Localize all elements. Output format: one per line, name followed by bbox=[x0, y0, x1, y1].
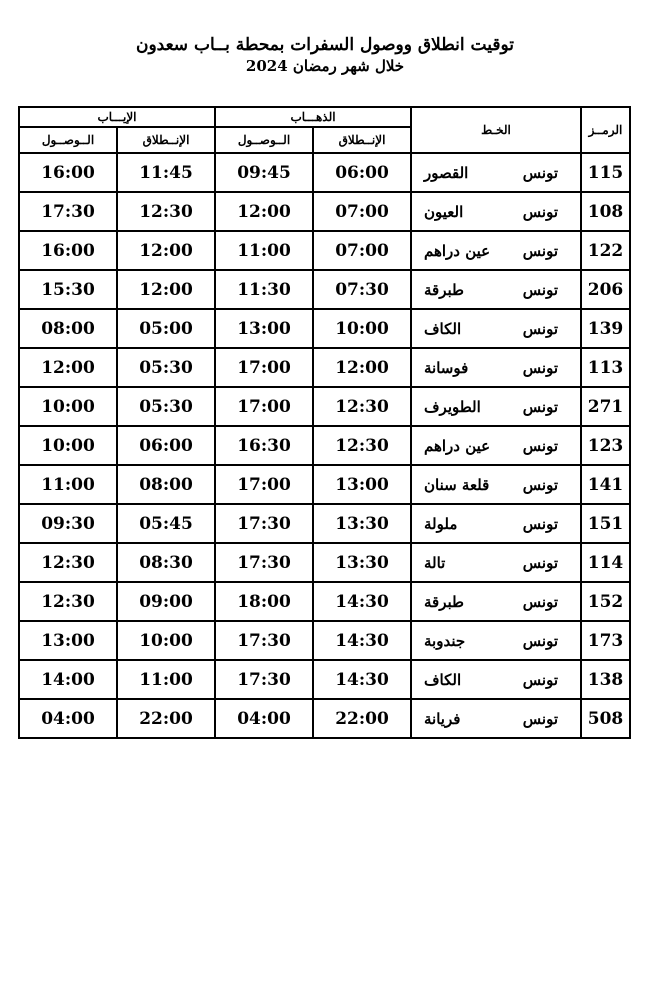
go-depart-cell: 10:00 bbox=[313, 309, 411, 348]
line-cell bbox=[411, 309, 581, 348]
go-arrive-cell: 17:00 bbox=[215, 465, 313, 504]
table-row bbox=[19, 387, 630, 426]
return-arrive-cell: 16:00 bbox=[19, 153, 117, 192]
go-arrive-cell: 12:00 bbox=[215, 192, 313, 231]
line-cell bbox=[411, 270, 581, 309]
line-origin: تونس bbox=[522, 163, 558, 182]
go-depart-cell: 07:00 bbox=[313, 231, 411, 270]
code-cell: 152 bbox=[581, 582, 630, 621]
line-route bbox=[412, 320, 580, 338]
return-arrive-cell: 08:00 bbox=[19, 309, 117, 348]
return-arrive-cell: 12:30 bbox=[19, 582, 117, 621]
table-row bbox=[19, 192, 630, 231]
table-row bbox=[19, 231, 630, 270]
header-go: الذهـــاب bbox=[215, 107, 411, 127]
line-destination: جندوبة bbox=[424, 631, 466, 650]
line-origin: تونس bbox=[522, 631, 558, 650]
return-depart-cell: 05:30 bbox=[117, 348, 215, 387]
schedule-table bbox=[18, 106, 631, 739]
line-destination: طبرقة bbox=[424, 280, 464, 299]
code-cell: 138 bbox=[581, 660, 630, 699]
line-cell bbox=[411, 621, 581, 660]
code-cell: 173 bbox=[581, 621, 630, 660]
page-subtitle: خلال شهر رمضان 2024 bbox=[245, 57, 405, 75]
return-arrive-cell: 11:00 bbox=[19, 465, 117, 504]
code-cell: 123 bbox=[581, 426, 630, 465]
return-depart-cell: 05:00 bbox=[117, 309, 215, 348]
go-depart-cell: 13:00 bbox=[313, 465, 411, 504]
line-destination: ملولة bbox=[424, 514, 458, 533]
go-arrive-cell: 11:00 bbox=[215, 231, 313, 270]
line-cell bbox=[411, 387, 581, 426]
table-row bbox=[19, 270, 630, 309]
go-depart-cell: 14:30 bbox=[313, 582, 411, 621]
header-line: الخـط bbox=[411, 107, 581, 153]
line-cell bbox=[411, 582, 581, 621]
go-arrive-cell: 11:30 bbox=[215, 270, 313, 309]
go-depart-cell: 13:30 bbox=[313, 504, 411, 543]
line-origin: تونس bbox=[522, 475, 558, 494]
return-arrive-cell: 16:00 bbox=[19, 231, 117, 270]
line-destination: طبرقة bbox=[424, 592, 464, 611]
title-block bbox=[0, 34, 650, 76]
line-route bbox=[412, 515, 580, 533]
return-arrive-cell: 14:00 bbox=[19, 660, 117, 699]
line-cell bbox=[411, 543, 581, 582]
table-row bbox=[19, 309, 630, 348]
line-cell bbox=[411, 192, 581, 231]
line-route bbox=[412, 398, 580, 416]
header-go-arrive: الــوصــول bbox=[215, 127, 313, 153]
line-route bbox=[412, 476, 580, 494]
go-depart-cell: 12:00 bbox=[313, 348, 411, 387]
header-return-depart: الإنــطلاق bbox=[117, 127, 215, 153]
go-depart-cell: 13:30 bbox=[313, 543, 411, 582]
table-row bbox=[19, 699, 630, 738]
return-depart-cell: 10:00 bbox=[117, 621, 215, 660]
line-origin: تونس bbox=[522, 202, 558, 221]
table-row bbox=[19, 504, 630, 543]
go-arrive-cell: 17:30 bbox=[215, 660, 313, 699]
line-origin: تونس bbox=[522, 553, 558, 572]
return-depart-cell: 12:00 bbox=[117, 270, 215, 309]
go-arrive-cell: 17:30 bbox=[215, 504, 313, 543]
header-group-row bbox=[19, 107, 630, 127]
return-arrive-cell: 10:00 bbox=[19, 426, 117, 465]
code-cell: 508 bbox=[581, 699, 630, 738]
code-cell: 122 bbox=[581, 231, 630, 270]
line-route bbox=[412, 671, 580, 689]
return-arrive-cell: 12:30 bbox=[19, 543, 117, 582]
return-depart-cell: 09:00 bbox=[117, 582, 215, 621]
table-row bbox=[19, 582, 630, 621]
return-arrive-cell: 17:30 bbox=[19, 192, 117, 231]
line-destination: العيون bbox=[424, 202, 464, 221]
line-origin: تونس bbox=[522, 358, 558, 377]
go-arrive-cell: 18:00 bbox=[215, 582, 313, 621]
line-destination: الكاف bbox=[424, 670, 462, 689]
line-route bbox=[412, 710, 580, 728]
line-destination: قلعة سنان bbox=[424, 475, 490, 494]
return-arrive-cell: 15:30 bbox=[19, 270, 117, 309]
line-route bbox=[412, 359, 580, 377]
return-depart-cell: 12:00 bbox=[117, 231, 215, 270]
go-depart-cell: 12:30 bbox=[313, 387, 411, 426]
table-row bbox=[19, 153, 630, 192]
line-destination: فريانة bbox=[424, 709, 461, 728]
code-cell: 113 bbox=[581, 348, 630, 387]
line-route bbox=[412, 554, 580, 572]
code-cell: 115 bbox=[581, 153, 630, 192]
code-cell: 114 bbox=[581, 543, 630, 582]
return-arrive-cell: 10:00 bbox=[19, 387, 117, 426]
line-route bbox=[412, 164, 580, 182]
go-depart-cell: 14:30 bbox=[313, 621, 411, 660]
line-destination: تالة bbox=[424, 553, 446, 572]
table-row bbox=[19, 660, 630, 699]
line-cell bbox=[411, 348, 581, 387]
line-route bbox=[412, 593, 580, 611]
line-origin: تونس bbox=[522, 592, 558, 611]
return-depart-cell: 11:45 bbox=[117, 153, 215, 192]
return-depart-cell: 05:30 bbox=[117, 387, 215, 426]
line-destination: الطويرف bbox=[424, 397, 481, 416]
line-cell bbox=[411, 153, 581, 192]
return-depart-cell: 08:00 bbox=[117, 465, 215, 504]
go-depart-cell: 12:30 bbox=[313, 426, 411, 465]
header-return-arrive: الــوصــول bbox=[19, 127, 117, 153]
code-cell: 141 bbox=[581, 465, 630, 504]
code-cell: 108 bbox=[581, 192, 630, 231]
line-destination: فوسانة bbox=[424, 358, 469, 377]
return-arrive-cell: 12:00 bbox=[19, 348, 117, 387]
go-arrive-cell: 09:45 bbox=[215, 153, 313, 192]
line-cell bbox=[411, 660, 581, 699]
return-depart-cell: 06:00 bbox=[117, 426, 215, 465]
header-code: الرمــز bbox=[581, 107, 630, 153]
line-cell bbox=[411, 699, 581, 738]
go-arrive-cell: 16:30 bbox=[215, 426, 313, 465]
table-row bbox=[19, 426, 630, 465]
table-row bbox=[19, 348, 630, 387]
return-arrive-cell: 13:00 bbox=[19, 621, 117, 660]
line-origin: تونس bbox=[522, 436, 558, 455]
line-cell bbox=[411, 231, 581, 270]
go-arrive-cell: 17:30 bbox=[215, 543, 313, 582]
go-depart-cell: 14:30 bbox=[313, 660, 411, 699]
table-row bbox=[19, 543, 630, 582]
line-route bbox=[412, 203, 580, 221]
page-title: توقيت انطلاق ووصول السفرات بمحطة بــاب سعدون bbox=[135, 35, 514, 55]
code-cell: 151 bbox=[581, 504, 630, 543]
line-destination: الكاف bbox=[424, 319, 462, 338]
line-route bbox=[412, 281, 580, 299]
line-destination: عين دراهم bbox=[424, 436, 491, 455]
code-cell: 271 bbox=[581, 387, 630, 426]
go-depart-cell: 07:00 bbox=[313, 192, 411, 231]
go-depart-cell: 22:00 bbox=[313, 699, 411, 738]
line-origin: تونس bbox=[522, 280, 558, 299]
go-arrive-cell: 17:00 bbox=[215, 348, 313, 387]
go-arrive-cell: 17:30 bbox=[215, 621, 313, 660]
return-depart-cell: 22:00 bbox=[117, 699, 215, 738]
go-depart-cell: 07:30 bbox=[313, 270, 411, 309]
line-cell bbox=[411, 426, 581, 465]
code-cell: 139 bbox=[581, 309, 630, 348]
return-depart-cell: 12:30 bbox=[117, 192, 215, 231]
return-arrive-cell: 04:00 bbox=[19, 699, 117, 738]
line-cell bbox=[411, 504, 581, 543]
line-origin: تونس bbox=[522, 709, 558, 728]
line-route bbox=[412, 437, 580, 455]
line-route bbox=[412, 632, 580, 650]
header-return: الإيـــاب bbox=[19, 107, 215, 127]
go-depart-cell: 06:00 bbox=[313, 153, 411, 192]
go-arrive-cell: 13:00 bbox=[215, 309, 313, 348]
return-depart-cell: 05:45 bbox=[117, 504, 215, 543]
line-origin: تونس bbox=[522, 670, 558, 689]
line-origin: تونس bbox=[522, 241, 558, 260]
code-cell: 206 bbox=[581, 270, 630, 309]
go-arrive-cell: 04:00 bbox=[215, 699, 313, 738]
return-depart-cell: 08:30 bbox=[117, 543, 215, 582]
line-destination: عين دراهم bbox=[424, 241, 491, 260]
line-destination: القصور bbox=[424, 163, 469, 182]
table-row bbox=[19, 465, 630, 504]
return-depart-cell: 11:00 bbox=[117, 660, 215, 699]
line-route bbox=[412, 242, 580, 260]
return-arrive-cell: 09:30 bbox=[19, 504, 117, 543]
table-row bbox=[19, 621, 630, 660]
go-arrive-cell: 17:00 bbox=[215, 387, 313, 426]
line-origin: تونس bbox=[522, 319, 558, 338]
line-origin: تونس bbox=[522, 514, 558, 533]
line-cell bbox=[411, 465, 581, 504]
header-go-depart: الإنــطلاق bbox=[313, 127, 411, 153]
line-origin: تونس bbox=[522, 397, 558, 416]
